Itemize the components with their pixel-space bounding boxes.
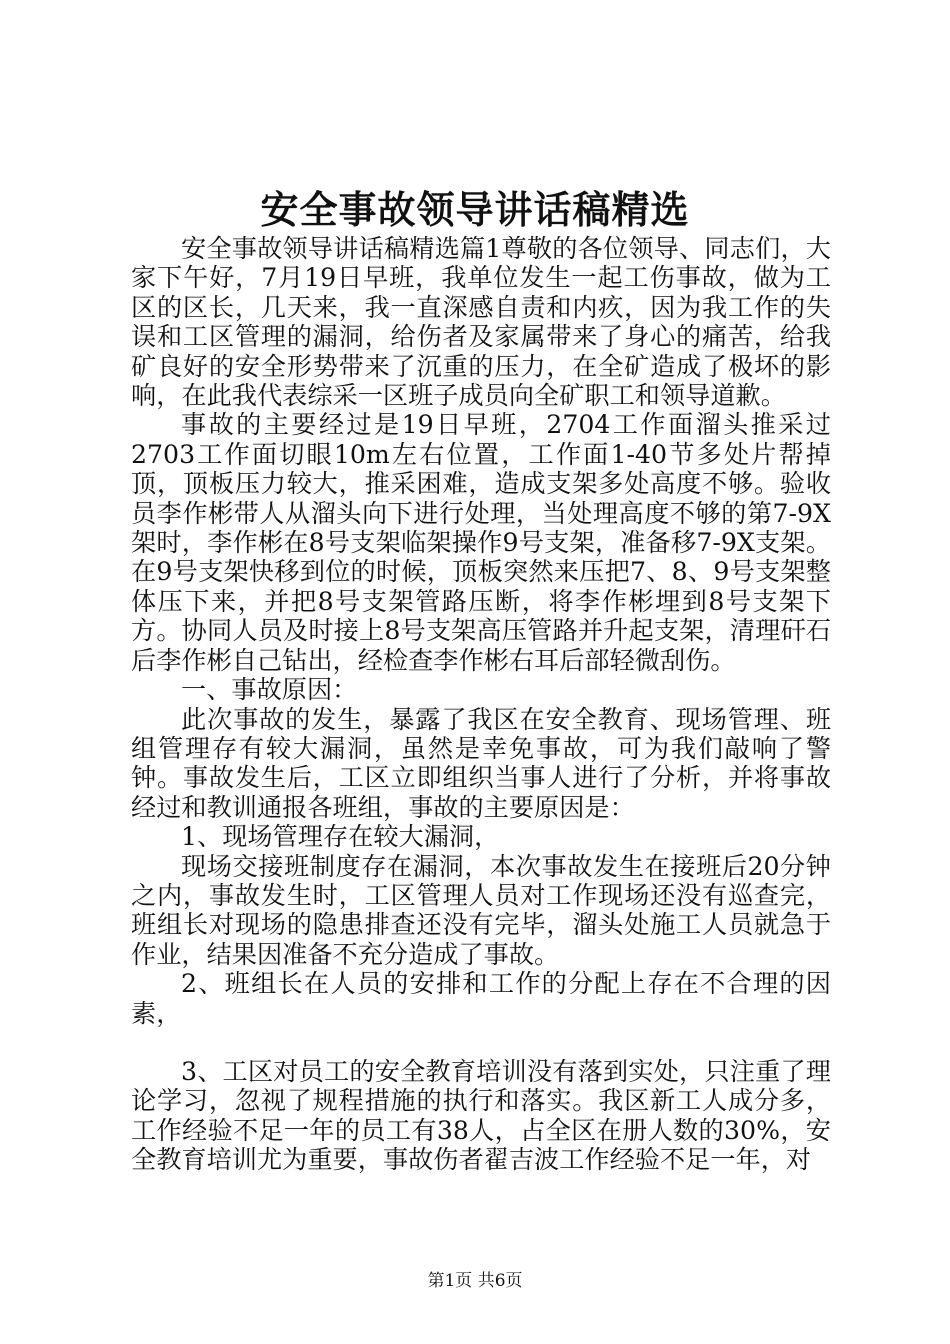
cause-item-2: 2、班组长在人员的安排和工作的分配上存在不合理的因素， [131, 969, 831, 1028]
cause-item-1: 1、现场管理存在较大漏洞， [181, 822, 500, 852]
document-body [131, 234, 831, 1175]
paragraph-accident-process: 事故的主要经过是19日早班，2704工作面溜头推采过2703工作面切眼10m左右位置，工作面1-40节多处片帮掉顶，顶板压力较大，推采困难，造成支架多处高度不够。验收员李作彬带人从溜头向下进行处理，当处理高度不够的第7-9X架时，李作彬在8号支架临架操作9号支架，准备移7-9X支架。在9号支架快移到位的时候，顶板突然来压把7、8、9号支架整体压下来，并把8号支架管路压断，将李作彬埋到8号支架下方。协同人员及时接上8号支架高压管路并升起支架，清理矸石后李作彬自己钻出，经检查李作彬右耳后部轻微刮伤。 [131, 410, 831, 675]
paragraph-cause-1-detail: 现场交接班制度存在漏洞，本次事故发生在接班后20分钟之内，事故发生时，工区管理人员对工作现场还没有巡查完，班组长对现场的隐患排查还没有完毕，溜头处施工人员就急于作业，结果因准备不充分造成了事故。 [131, 851, 831, 969]
page-footer: 第1页 共6页 [427, 1271, 523, 1291]
document-title: 安全事故领导讲话稿精选 [260, 187, 690, 232]
heading-accident-causes: 一、事故原因： [181, 675, 358, 705]
paragraph-causes-overview: 此次事故的发生，暴露了我区在安全教育、现场管理、班组管理存有较大漏洞，虽然是幸免事故，可为我们敲响了警钟。事故发生后，工区立即组织当事人进行了分析，并将事故经过和教训通报各班组，事故的主要原因是： [131, 704, 831, 822]
paragraph-intro: 安全事故领导讲话稿精选篇1尊敬的各位领导、同志们，大家下午好，7月19日早班，我单位发生一起工伤事故，做为工区的区长，几天来，我一直深感自责和内疚，因为我工作的失误和工区管理的漏洞，给伤者及家属带来了身心的痛苦，给我矿良好的安全形势带来了沉重的压力，在全矿造成了极坏的影响，在此我代表综采一区班子成员向全矿职工和领导道歉。 [131, 234, 831, 411]
cause-item-3: 3、工区对员工的安全教育培训没有落到实处，只注重了理论学习，忽视了规程措施的执行和落实。我区新工人成分多，工作经验不足一年的员工有38人，占全区在册人数的30%，安全教育培训尤为重要，事故伤者翟吉波工作经验不足一年，对 [131, 1056, 831, 1175]
